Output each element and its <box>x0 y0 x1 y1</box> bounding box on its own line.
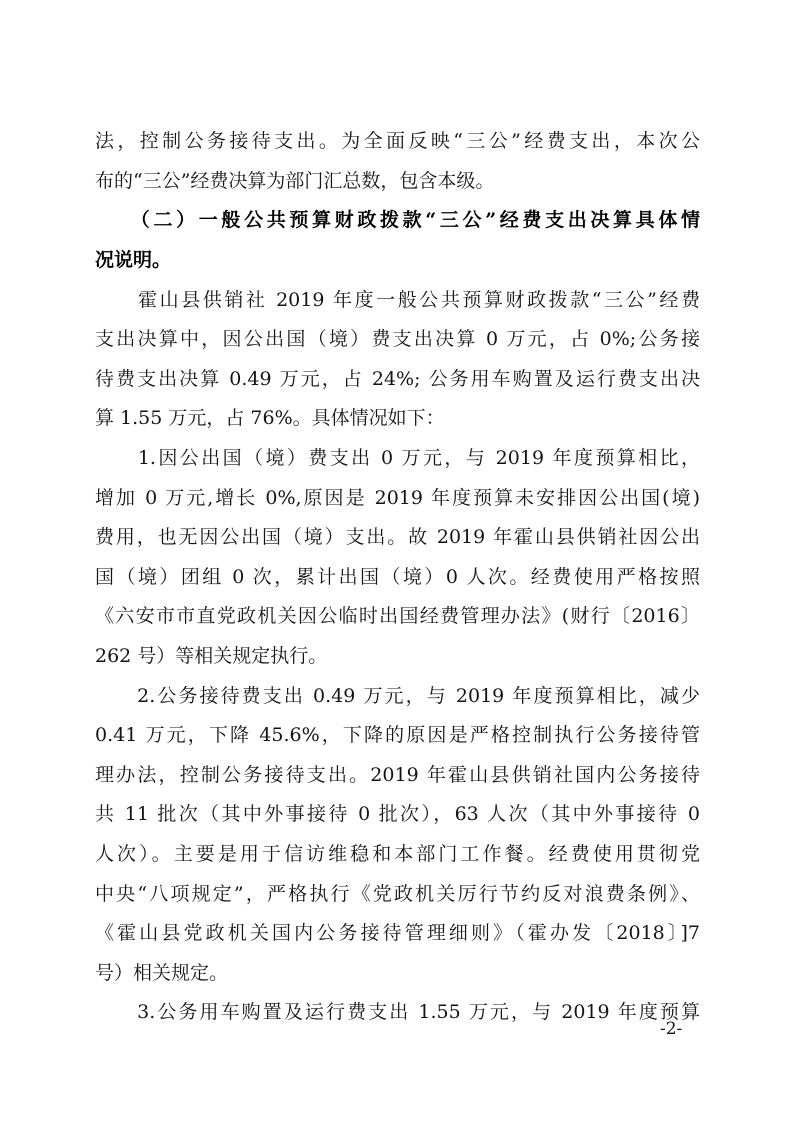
text-line: 待费支出决算 0.49 万元，占 24%; 公务用车购置及运行费支出决 <box>95 368 700 390</box>
text-line: 3.公务用车购置及运行费支出 1.55 万元，与 2019 年度预算 <box>95 1001 700 1023</box>
text-line: 法，控制公务接待支出。为全面反映“三公”经费支出，本次公 <box>95 130 700 152</box>
text-line: 共 11 批次（其中外事接待 0 批次），63 人次（其中外事接待 0 <box>95 803 700 825</box>
page-number: -2- <box>660 1019 683 1039</box>
text-line: 中央“八项规定”，严格执行《党政机关厉行节约反对浪费条例》、 <box>95 883 700 905</box>
text-line: 费用，也无因公出国（境）支出。故 2019 年霍山县供销社因公出 <box>95 526 700 548</box>
text-line: 理办法，控制公务接待支出。2019 年霍山县供销社国内公务接待 <box>95 764 700 786</box>
text-line: 262 号）等相关规定执行。 <box>95 645 328 667</box>
text-line: 增加 0 万元,增长 0%,原因是 2019 年度预算未安排因公出国(境) <box>95 487 700 509</box>
text-line: 《六安市市直党政机关因公临时出国经费管理办法》(财行〔2016〕 <box>95 605 700 627</box>
text-line: 1.因公出国（境）费支出 0 万元，与 2019 年度预算相比， <box>95 447 700 469</box>
text-line: 算 1.55 万元，占 76%。具体情况如下： <box>95 407 445 429</box>
section-heading-line: （二）一般公共预算财政拨款“三公”经费支出决算具体情 <box>95 209 700 231</box>
text-line: 国（境）团组 0 次，累计出国（境）0 人次。经费使用严格按照 <box>95 566 700 588</box>
text-line: 《霍山县党政机关国内公务接待管理细则》（霍办发〔2018〕]7 <box>95 922 700 944</box>
text-line: 人次）。主要是用于信访维稳和本部门工作餐。经费使用贯彻党 <box>95 843 700 865</box>
text-line: 号）相关规定。 <box>95 962 229 984</box>
text-line: 0.41 万元，下降 45.6%，下降的原因是严格控制执行公务接待管 <box>95 724 700 746</box>
text-line: 布的“三公”经费决算为部门汇总数，包含本级。 <box>95 170 495 192</box>
text-line: 霍山县供销社 2019 年度一般公共预算财政拨款“三公”经费 <box>95 289 700 311</box>
text-line: 2.公务接待费支出 0.49 万元，与 2019 年度预算相比，减少 <box>95 685 700 707</box>
text-line: 支出决算中，因公出国（境）费支出决算 0 万元，占 0%;公务接 <box>95 328 700 350</box>
section-heading-line: 况说明。 <box>95 249 172 271</box>
